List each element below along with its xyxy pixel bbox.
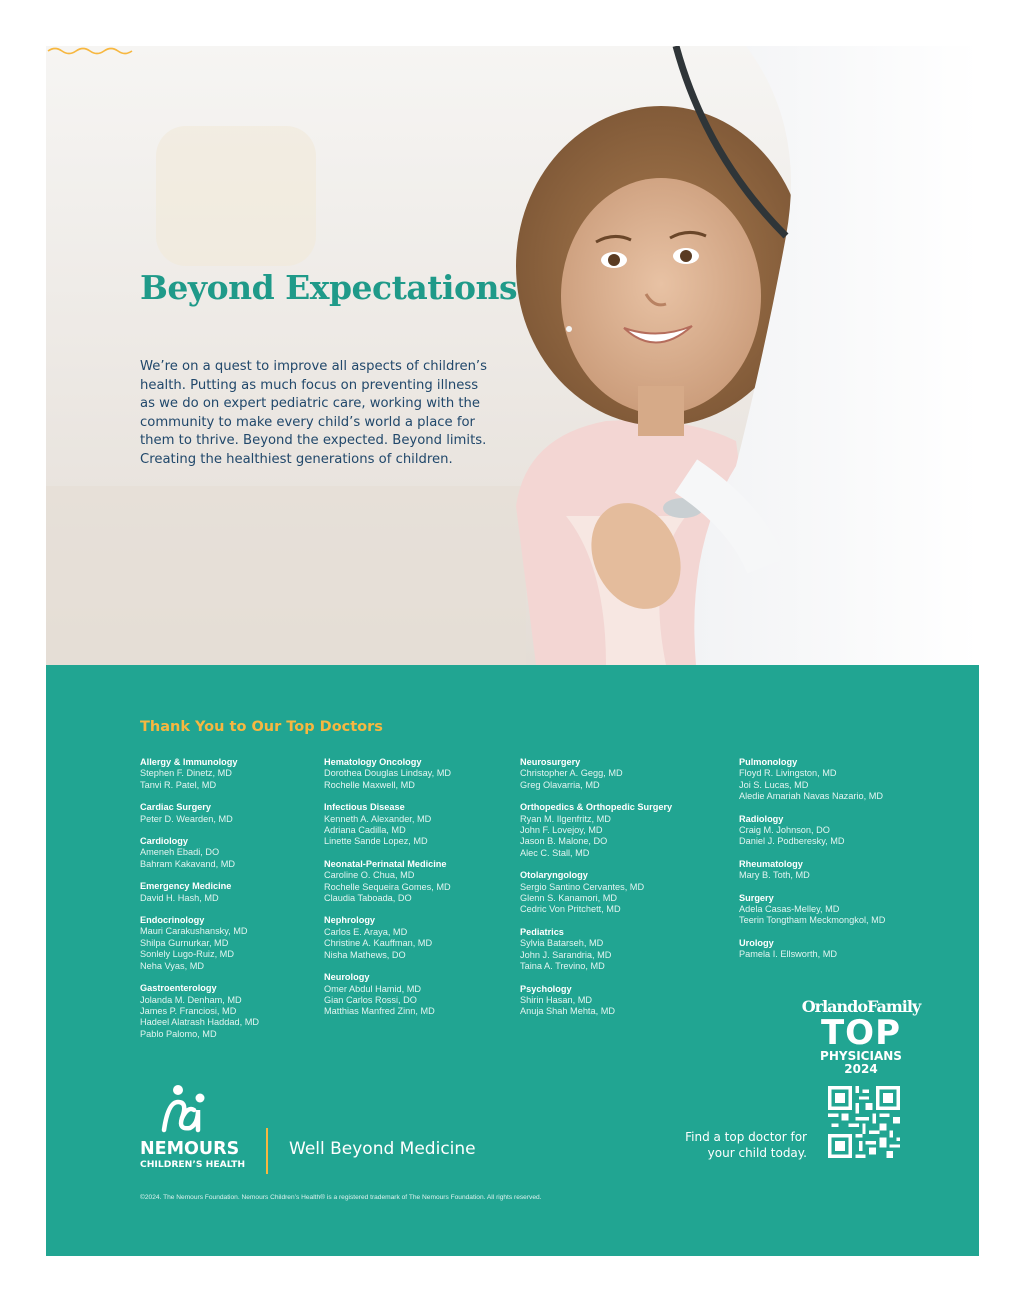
specialty-block xyxy=(324,972,451,1018)
doctor-name: Nisha Mathews, DO xyxy=(324,949,406,960)
doctor-name: Rochelle Sequeira Gomes, MD xyxy=(324,881,451,892)
specialty-title: Nephrology xyxy=(324,915,376,926)
specialty-block xyxy=(520,927,672,973)
doctor-name: Christopher A. Gegg, MD xyxy=(520,768,623,779)
cta-line: your child today. xyxy=(707,1146,807,1160)
brand-name: NEMOURS xyxy=(140,1139,240,1159)
specialty-title: Infectious Disease xyxy=(324,802,405,813)
doctors-heading: Thank You to Our Top Doctors xyxy=(140,719,383,735)
specialty-title: Orthopedics & Orthopedic Surgery xyxy=(520,802,673,813)
doctor-name: Caroline O. Chua, MD xyxy=(324,870,415,881)
doctor-name: Jolanda M. Denham, MD xyxy=(140,994,242,1005)
doctor-name: Linette Sande Lopez, MD xyxy=(324,836,428,847)
doctor-name: Jason B. Malone, DO xyxy=(520,836,608,847)
badge-year: 2024 xyxy=(844,1062,878,1076)
doctor-name: Daniel J. Podberesky, MD xyxy=(739,836,845,847)
doctor-name: Mary B. Toth, MD xyxy=(739,870,810,881)
doctor-name: John J. Sarandria, MD xyxy=(520,949,612,960)
brand-tagline: Well Beyond Medicine xyxy=(289,1139,476,1159)
doctor-name: Aledie Amariah Navas Nazario, MD xyxy=(739,791,883,802)
doctor-name: Alec C. Stall, MD xyxy=(520,847,590,858)
specialty-block xyxy=(140,802,259,825)
doctor-name: Stephen F. Dinetz, MD xyxy=(140,768,232,779)
doctor-name: Adriana Cadilla, MD xyxy=(324,825,406,836)
doctor-name: Bahram Kakavand, MD xyxy=(140,858,235,869)
doctor-name: Teerin Tongtham Meckmongkol, MD xyxy=(739,915,886,926)
specialty-title: Cardiology xyxy=(140,836,188,847)
specialty-block xyxy=(324,757,451,791)
doctor-name: Anuja Shah Mehta, MD xyxy=(520,1006,615,1017)
intro-line: health. Putting as much focus on preventing illness xyxy=(140,377,479,393)
intro-line: as we do on expert pediatric care, working with the xyxy=(140,396,481,412)
specialty-title: Urology xyxy=(739,937,774,948)
doctors-column-4 xyxy=(739,757,885,972)
intro-line: We’re on a quest to improve all aspects of children’s xyxy=(140,359,487,374)
doctors-column-1 xyxy=(140,757,259,1051)
specialty-title: Surgery xyxy=(739,892,774,903)
specialty-block xyxy=(520,870,672,916)
specialty-title: Pulmonology xyxy=(739,757,798,767)
doctor-name: Sonlely Lugo-Ruiz, MD xyxy=(140,949,234,960)
hero-photo xyxy=(46,46,979,665)
doctor-name: Hadeel Alatrash Haddad, MD xyxy=(140,1017,259,1028)
specialty-block xyxy=(520,802,672,859)
specialty-title: Allergy & Immunology xyxy=(140,757,238,767)
wave-divider-icon xyxy=(46,46,136,56)
specialty-title: Neurology xyxy=(324,972,370,983)
intro-paragraph xyxy=(140,358,540,470)
specialty-title: Neonatal-Perinatal Medicine xyxy=(324,858,447,869)
specialty-title: Pediatrics xyxy=(520,926,564,937)
doctor-name: Gian Carlos Rossi, DO xyxy=(324,994,417,1005)
intro-line: community to make every child’s world a place for xyxy=(140,414,475,430)
doctor-name: Adela Casas-Melley, MD xyxy=(739,904,840,915)
doctor-name: Ameneh Ebadi, DO xyxy=(140,847,220,858)
doctor-name: Taina A. Trevino, MD xyxy=(520,961,605,972)
specialty-block xyxy=(324,859,451,905)
top-physicians-badge xyxy=(786,998,936,1076)
doctor-name: Omer Abdul Hamid, MD xyxy=(324,983,422,994)
specialty-block xyxy=(324,802,451,848)
specialty-block xyxy=(140,757,259,791)
doctor-name: Pamela I. Ellsworth, MD xyxy=(739,949,838,960)
doctors-column-3 xyxy=(520,757,672,1029)
doctor-name: Kenneth A. Alexander, MD xyxy=(324,813,432,824)
doctor-name: Pablo Palomo, MD xyxy=(140,1028,217,1039)
doctor-name: Matthias Manfred Zinn, MD xyxy=(324,1006,435,1017)
doctor-name: Tanvi R. Patel, MD xyxy=(140,779,217,790)
doctor-name: Greg Olavarria, MD xyxy=(520,779,600,790)
cta-line: Find a top doctor for xyxy=(685,1130,807,1144)
doctor-name: Sergio Santino Cervantes, MD xyxy=(520,881,645,892)
doctor-name: Craig M. Johnson, DO xyxy=(739,825,830,836)
specialty-block xyxy=(140,836,259,870)
specialty-block xyxy=(739,814,885,848)
doctor-name: Cedric Von Pritchett, MD xyxy=(520,904,621,915)
specialty-title: Neurosurgery xyxy=(520,757,581,767)
doctor-name: Sylvia Batarseh, MD xyxy=(520,938,604,949)
doctor-name: Ryan M. Ilgenfritz, MD xyxy=(520,813,611,824)
specialty-title: Rheumatology xyxy=(739,858,803,869)
specialty-block xyxy=(520,757,672,791)
headline: Beyond Expectations xyxy=(140,268,518,307)
nemours-logo-icon xyxy=(158,1084,214,1134)
intro-line: them to thrive. Beyond the expected. Beyond limits. xyxy=(140,433,487,449)
doctor-name: Carlos E. Araya, MD xyxy=(324,926,408,937)
qr-code-icon[interactable] xyxy=(828,1086,900,1158)
specialty-title: Otolaryngology xyxy=(520,870,588,881)
specialty-title: Hematology Oncology xyxy=(324,757,422,767)
specialty-title: Gastroenterology xyxy=(140,983,217,994)
intro-line: Creating the healthiest generations of children. xyxy=(140,451,453,467)
specialty-block xyxy=(739,859,885,882)
specialty-block xyxy=(140,983,259,1040)
cta-text xyxy=(646,1129,807,1161)
doctor-name: James P. Franciosi, MD xyxy=(140,1005,237,1016)
specialty-block xyxy=(739,757,885,803)
doctor-name: Neha Vyas, MD xyxy=(140,960,204,971)
advertisement xyxy=(46,46,979,1256)
doctor-name: Shilpa Gurnurkar, MD xyxy=(140,937,229,948)
specialty-block xyxy=(140,881,259,904)
doctor-name: Claudia Taboada, DO xyxy=(324,893,412,904)
doctor-name: Floyd R. Livingston, MD xyxy=(739,768,837,779)
specialty-title: Cardiac Surgery xyxy=(140,802,211,813)
specialty-title: Endocrinology xyxy=(140,915,205,926)
specialty-block xyxy=(739,893,885,927)
hero-photo-section xyxy=(46,46,979,665)
badge-top: TOP xyxy=(820,1013,901,1053)
specialty-title: Radiology xyxy=(739,813,784,824)
specialty-block xyxy=(140,915,259,972)
legal-notice: ©2024. The Nemours Foundation. Nemours Children’s Health® is a registered trademark of The Nemours Foundation. All rights reserved. xyxy=(140,1194,542,1201)
doctor-name: Christine A. Kauffman, MD xyxy=(324,938,433,949)
brand-subname: CHILDREN’S HEALTH xyxy=(140,1159,246,1170)
doctor-name: Peter D. Wearden, MD xyxy=(140,813,233,824)
specialty-block xyxy=(739,938,885,961)
doctor-name: Rochelle Maxwell, MD xyxy=(324,779,415,790)
specialty-block xyxy=(324,915,451,961)
doctors-column-2 xyxy=(324,757,451,1029)
doctor-name: Glenn S. Kanamori, MD xyxy=(520,893,618,904)
specialty-title: Psychology xyxy=(520,983,572,994)
specialty-block xyxy=(520,984,672,1018)
doctor-name: Joi S. Lucas, MD xyxy=(739,779,809,790)
doctor-name: Mauri Carakushansky, MD xyxy=(140,926,248,937)
badge-physicians: PHYSICIANS xyxy=(820,1049,902,1063)
doctor-name: Shirin Hasan, MD xyxy=(520,994,592,1005)
doctor-name: John F. Lovejoy, MD xyxy=(520,825,603,836)
specialty-title: Emergency Medicine xyxy=(140,881,232,892)
badge-magazine: OrlandoFamily xyxy=(801,997,921,1016)
doctor-name: Dorothea Douglas Lindsay, MD xyxy=(324,768,451,779)
brand-divider xyxy=(266,1128,268,1174)
doctor-name: David H. Hash, MD xyxy=(140,892,219,903)
